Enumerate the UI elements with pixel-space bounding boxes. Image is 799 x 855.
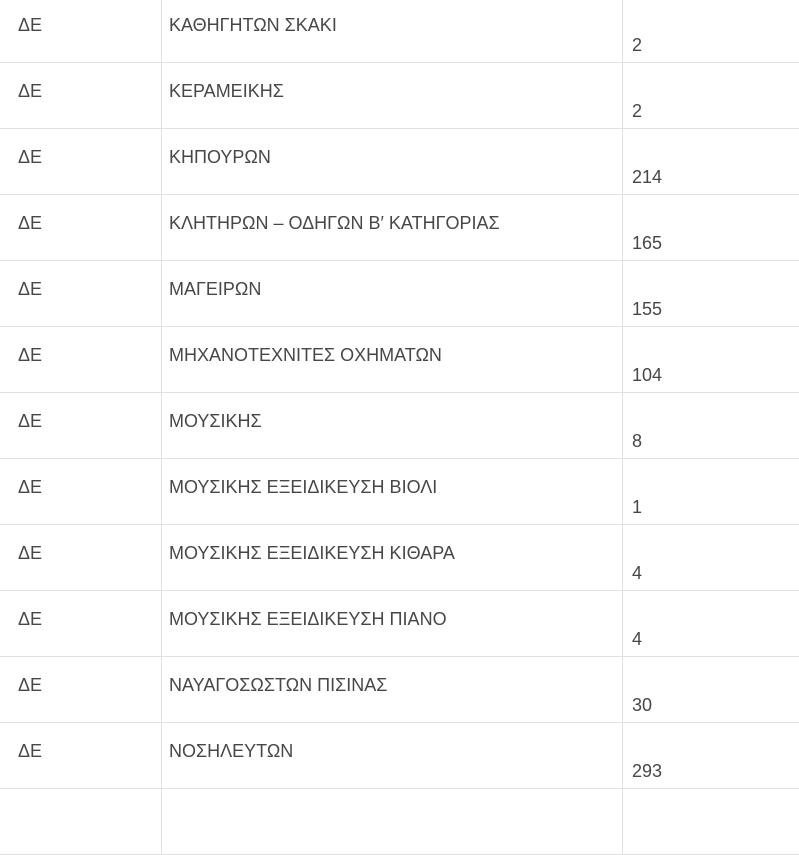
table-row	[0, 129, 799, 195]
row-count-cell: 2	[623, 63, 799, 129]
table-row	[0, 723, 799, 789]
row-code-cell: ΔΕ	[0, 0, 162, 63]
row-count-cell: 155	[623, 261, 799, 327]
row-count-cell: 8	[623, 393, 799, 459]
row-specialty-cell: ΜΗΧΑΝΟΤΕΧΝΙΤΕΣ ΟΧΗΜΑΤΩΝ	[162, 327, 623, 393]
row-count-cell: 104	[623, 327, 799, 393]
row-specialty-cell: ΝΟΣΗΛΕΥΤΩΝ	[162, 723, 623, 789]
row-count-cell: 30	[623, 657, 799, 723]
table-row	[0, 195, 799, 261]
row-code-cell: ΔΕ	[0, 723, 162, 789]
row-code-cell: ΔΕ	[0, 195, 162, 261]
row-count-cell: 1	[623, 459, 799, 525]
table-row	[0, 393, 799, 459]
row-count-cell: 4	[623, 591, 799, 657]
row-code-cell: ΔΕ	[0, 261, 162, 327]
row-specialty-cell: ΜΟΥΣΙΚΗΣ ΕΞΕΙΔΙΚΕΥΣΗ ΠΙΑΝΟ	[162, 591, 623, 657]
row-specialty-cell: ΚΛΗΤΗΡΩΝ – ΟΔΗΓΩΝ Β′ ΚΑΤΗΓΟΡΙΑΣ	[162, 195, 623, 261]
table-row	[0, 0, 799, 63]
row-code-cell: ΔΕ	[0, 591, 162, 657]
row-code-cell	[0, 789, 162, 855]
row-specialty-cell: ΚΑΘΗΓΗΤΩΝ ΣΚΑΚΙ	[162, 0, 623, 63]
row-specialty-cell: ΜΟΥΣΙΚΗΣ ΕΞΕΙΔΙΚΕΥΣΗ ΚΙΘΑΡΑ	[162, 525, 623, 591]
row-count-cell: 165	[623, 195, 799, 261]
row-specialty-cell: ΝΑΥΑΓΟΣΩΣΤΩΝ ΠΙΣΙΝΑΣ	[162, 657, 623, 723]
row-code-cell: ΔΕ	[0, 63, 162, 129]
table-row	[0, 327, 799, 393]
row-code-cell: ΔΕ	[0, 393, 162, 459]
table-row	[0, 261, 799, 327]
table-row	[0, 789, 799, 855]
row-code-cell: ΔΕ	[0, 525, 162, 591]
table-row	[0, 525, 799, 591]
table-row	[0, 459, 799, 525]
row-count-cell: 4	[623, 525, 799, 591]
row-specialty-cell: ΜΑΓΕΙΡΩΝ	[162, 261, 623, 327]
row-code-cell: ΔΕ	[0, 657, 162, 723]
row-count-cell: 2	[623, 0, 799, 63]
row-code-cell: ΔΕ	[0, 327, 162, 393]
table-row	[0, 657, 799, 723]
row-specialty-cell: ΜΟΥΣΙΚΗΣ	[162, 393, 623, 459]
table-row	[0, 63, 799, 129]
row-specialty-cell: ΚΕΡΑΜΕΙΚΗΣ	[162, 63, 623, 129]
row-specialty-cell: ΜΟΥΣΙΚΗΣ ΕΞΕΙΔΙΚΕΥΣΗ ΒΙΟΛΙ	[162, 459, 623, 525]
row-specialty-cell: ΚΗΠΟΥΡΩΝ	[162, 129, 623, 195]
row-count-cell: 293	[623, 723, 799, 789]
table-row	[0, 591, 799, 657]
row-specialty-cell	[162, 789, 623, 855]
row-code-cell: ΔΕ	[0, 459, 162, 525]
row-code-cell: ΔΕ	[0, 129, 162, 195]
row-count-cell	[623, 789, 799, 855]
row-count-cell: 214	[623, 129, 799, 195]
